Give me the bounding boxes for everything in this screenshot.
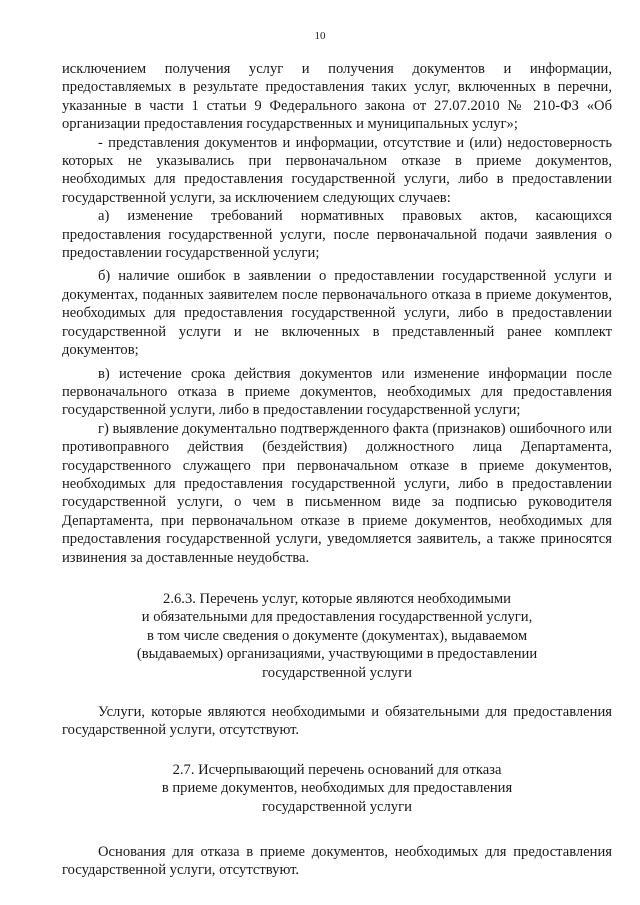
- heading-line: (выдаваемых) организациями, участвующими в предоставлении: [136, 646, 538, 663]
- paragraph-case-a: а) изменение требований нормативных правовых актов, касающихся предоставления государственной услуги, после первоначальной подачи заявления о предоставлении государственной услуги;: [62, 208, 612, 262]
- paragraph-exclusion-services: исключением получения услуг и получения документов и информации, предоставляемых в результате предоставления таких услуг, включенных в перечни, указанные в части 1 статьи 9 Федерального закона от 27.07.2010 № 210-ФЗ «Об организации предоставления государственных и муниципальных услуг»;: [62, 61, 612, 133]
- heading-line: государственной услуги: [262, 798, 412, 815]
- heading-line: и обязательными для предоставления государственной услуги,: [141, 609, 533, 626]
- heading-line: государственной услуги: [262, 664, 412, 681]
- section-heading-2-6-3: [62, 590, 612, 682]
- paragraph-case-g: г) выявление документально подтвержденного факта (признаков) ошибочного или противоправного действия (бездействия) должностного лица Департамента, государственного служащего при первоначальном отказе в приеме документов, необходимых для предоставления государственной услуги, либо в предоставлении государственной услуги, о чем в письменном виде за подписью руководителя Департамента, при первоначальном отказе в приеме документов, необходимых для предоставления государственной услуги, уведомляется заявитель, а также приносятся извинения за доставленные неудобства.: [62, 420, 612, 566]
- paragraph-case-v: в) истечение срока действия документов или изменение информации после первоначального отказа в приеме документов, необходимых для предоставления государственной услуги, либо в предоставлении государственной услуги;: [62, 365, 612, 419]
- paragraph-case-b: б) наличие ошибок в заявлении о предоставлении государственной услуги и документах, поданных заявителем после первоначального отказа в приеме документов, необходимых для предоставления государственной услуги, либо в предоставлении государственной услуги и не включенных в представленный ранее комплект документов;: [62, 268, 612, 359]
- paragraph-section-2-7-body: Основания для отказа в приеме документов, необходимых для предоставления государственной услуги, отсутствуют.: [62, 844, 612, 879]
- paragraph-documents-not-indicated: - представления документов и информации, отсутствие и (или) недостоверность которых не указывались при первоначальном отказе в приеме документов, необходимых для предоставления государственной услуги, либо в предоставлении государственной услуги, за исключением следующих случаев:: [62, 134, 612, 206]
- paragraph-section-2-6-3-body: Услуги, которые являются необходимыми и обязательными для предоставления государственной услуги, отсутствуют.: [62, 704, 612, 739]
- heading-line: 2.7. Исчерпывающий перечень оснований для отказа: [172, 761, 502, 778]
- heading-line: в том числе сведения о документе (документах), выдаваемом: [146, 627, 528, 644]
- document-body: [62, 60, 612, 880]
- section-heading-2-7: [62, 761, 612, 816]
- page-number: 10: [314, 30, 326, 42]
- heading-line: в приеме документов, необходимых для предоставления: [161, 780, 513, 797]
- heading-line: 2.6.3. Перечень услуг, которые являются необходимыми: [163, 590, 511, 607]
